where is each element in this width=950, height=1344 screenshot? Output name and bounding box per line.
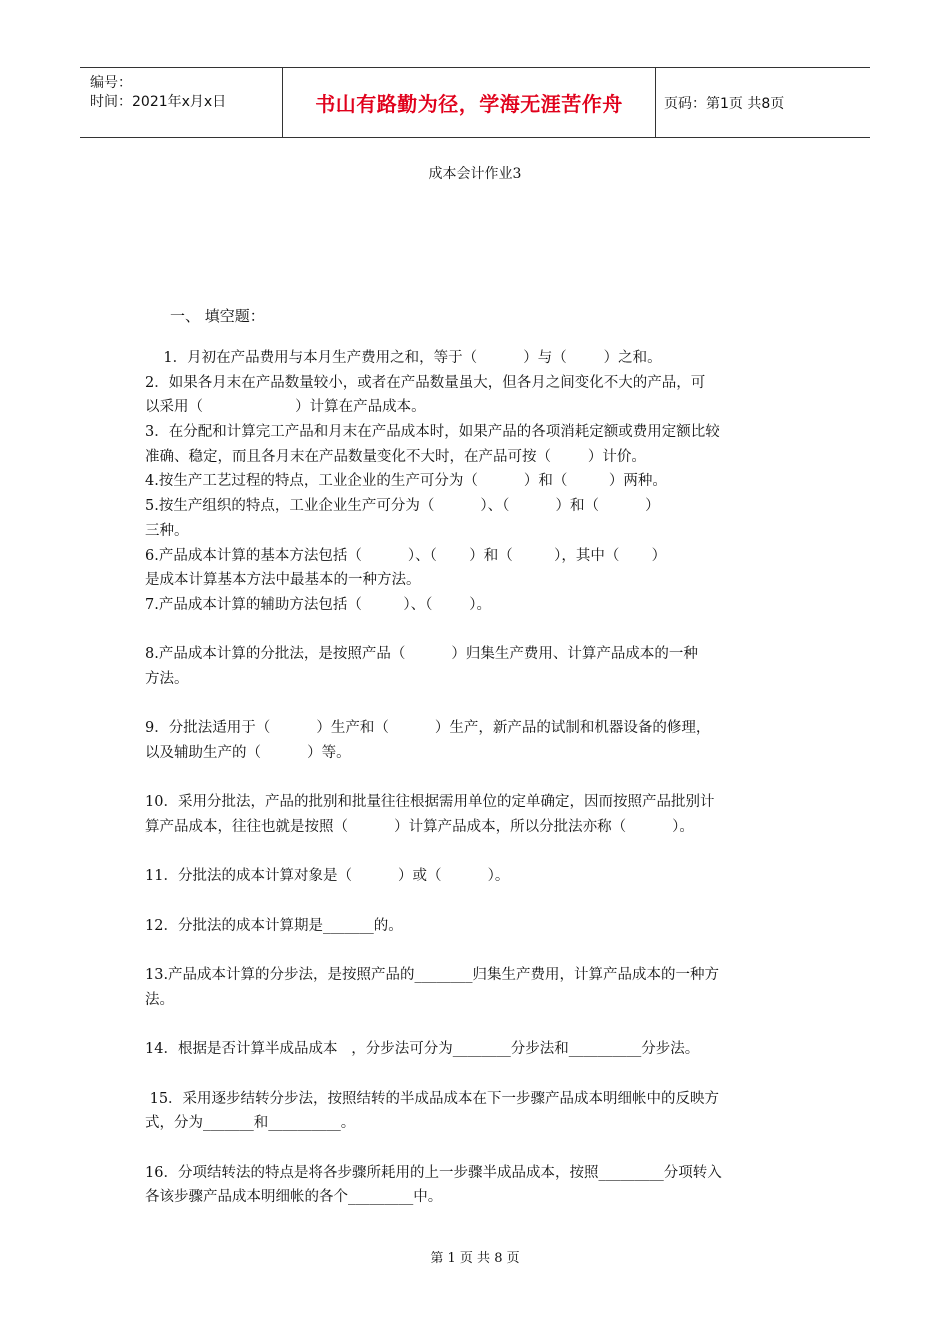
question-line: 4.按生产工艺过程的特点，工业企业的生产可分为（ ）和（ ）两种。 (145, 473, 667, 490)
blank-line (145, 1062, 817, 1087)
blank-line (145, 618, 817, 643)
question-line: 10．采用分批法，产品的批别和批量往往根据需用单位的定单确定，因而按照产品批别计 (145, 794, 715, 811)
blank-line (145, 766, 817, 791)
page-footer: 第 1 页 共 8 页 (430, 1251, 520, 1266)
question-line: 式，分为_______和__________。 (145, 1115, 356, 1132)
question-line: 12．分批法的成本计算期是_______的。 (145, 917, 403, 934)
question-line: 15．采用逐步结转分步法，按照结转的半成品成本在下一步骤产品成本明细帐中的反映方 (145, 1090, 720, 1107)
number-label: 编号： (90, 75, 132, 91)
blank-line (145, 1013, 817, 1038)
blank-line (145, 840, 817, 865)
question-line: 7.产品成本计算的辅助方法包括（ ）、（ ）。 (145, 596, 491, 613)
question-line: 算产品成本，往往也就是按照（ ）计算产品成本，所以分批法亦称（ ）。 (145, 819, 694, 836)
blank-line (145, 692, 817, 717)
question-line: 以采用（ ）计算在产品成本。 (145, 399, 426, 416)
motto-text: 书山有路勤为径，学海无涯苦作舟 (315, 92, 623, 116)
question-line: 9．分批法适用于（ ）生产和（ ）生产，新产品的试制和机器设备的修理， (145, 720, 711, 737)
question-line: 2．如果各月末在产品数量较小，或者在产品数量虽大，但各月之间变化不大的产品，可 (145, 374, 706, 391)
header-motto-cell (282, 68, 656, 137)
document-title: 成本会计作业3 (428, 166, 522, 182)
question-line: 16．分项结转法的特点是将各步骤所耗用的上一步骤半成品成本，按照_________分项转入 (145, 1164, 722, 1181)
question-line: 6.产品成本计算的基本方法包括（ ）、（ ）和（ ），其中（ ） (145, 547, 667, 564)
question-line: 8.产品成本计算的分批法，是按照产品（ ）归集生产费用、计算产品成本的一种 (145, 646, 698, 663)
time-label: 时间：2021年x月x日 (90, 94, 227, 110)
blank-line (145, 1136, 817, 1161)
section-heading: 一、 填空题： (170, 307, 265, 325)
blank-line (145, 889, 817, 914)
question-line: 是成本计算基本方法中最基本的一种方法。 (145, 572, 421, 589)
question-line: 方法。 (145, 670, 189, 687)
question-line: 5.按生产组织的特点，工业企业生产可分为（ ）、（ ）和（ ） (145, 498, 660, 515)
header-left-cell (80, 68, 282, 137)
question-line: 准确、稳定，而且各月末在产品数量变化不大时，在产品可按（ ）计价。 (145, 448, 646, 465)
blank-line (145, 939, 817, 964)
question-line: 14．根据是否计算半成品成本 ，分步法可分为________分步法和__________分步法。 (145, 1041, 700, 1058)
question-list (145, 346, 817, 1210)
page-info: 页码：第1页 共8页 (664, 95, 785, 112)
question-line: 13.产品成本计算的分步法，是按照产品的________归集生产费用，计算产品成本的一种方 (145, 967, 720, 984)
page-header (80, 67, 870, 138)
question-line: 各该步骤产品成本明细帐的各个_________中。 (145, 1189, 443, 1206)
question-line: 1．月初在产品费用与本月生产费用之和，等于（ ）与（ ）之和。 (145, 350, 662, 366)
question-line: 三种。 (145, 522, 189, 539)
question-line: 11．分批法的成本计算对象是（ ）或（ ）。 (145, 868, 510, 885)
header-page-cell (656, 68, 870, 137)
question-line: 以及辅助生产的（ ）等。 (145, 745, 351, 761)
question-line: 法。 (145, 991, 174, 1008)
question-line: 3．在分配和计算完工产品和月末在产品成本时，如果产品的各项消耗定额或费用定额比较 (145, 424, 720, 441)
